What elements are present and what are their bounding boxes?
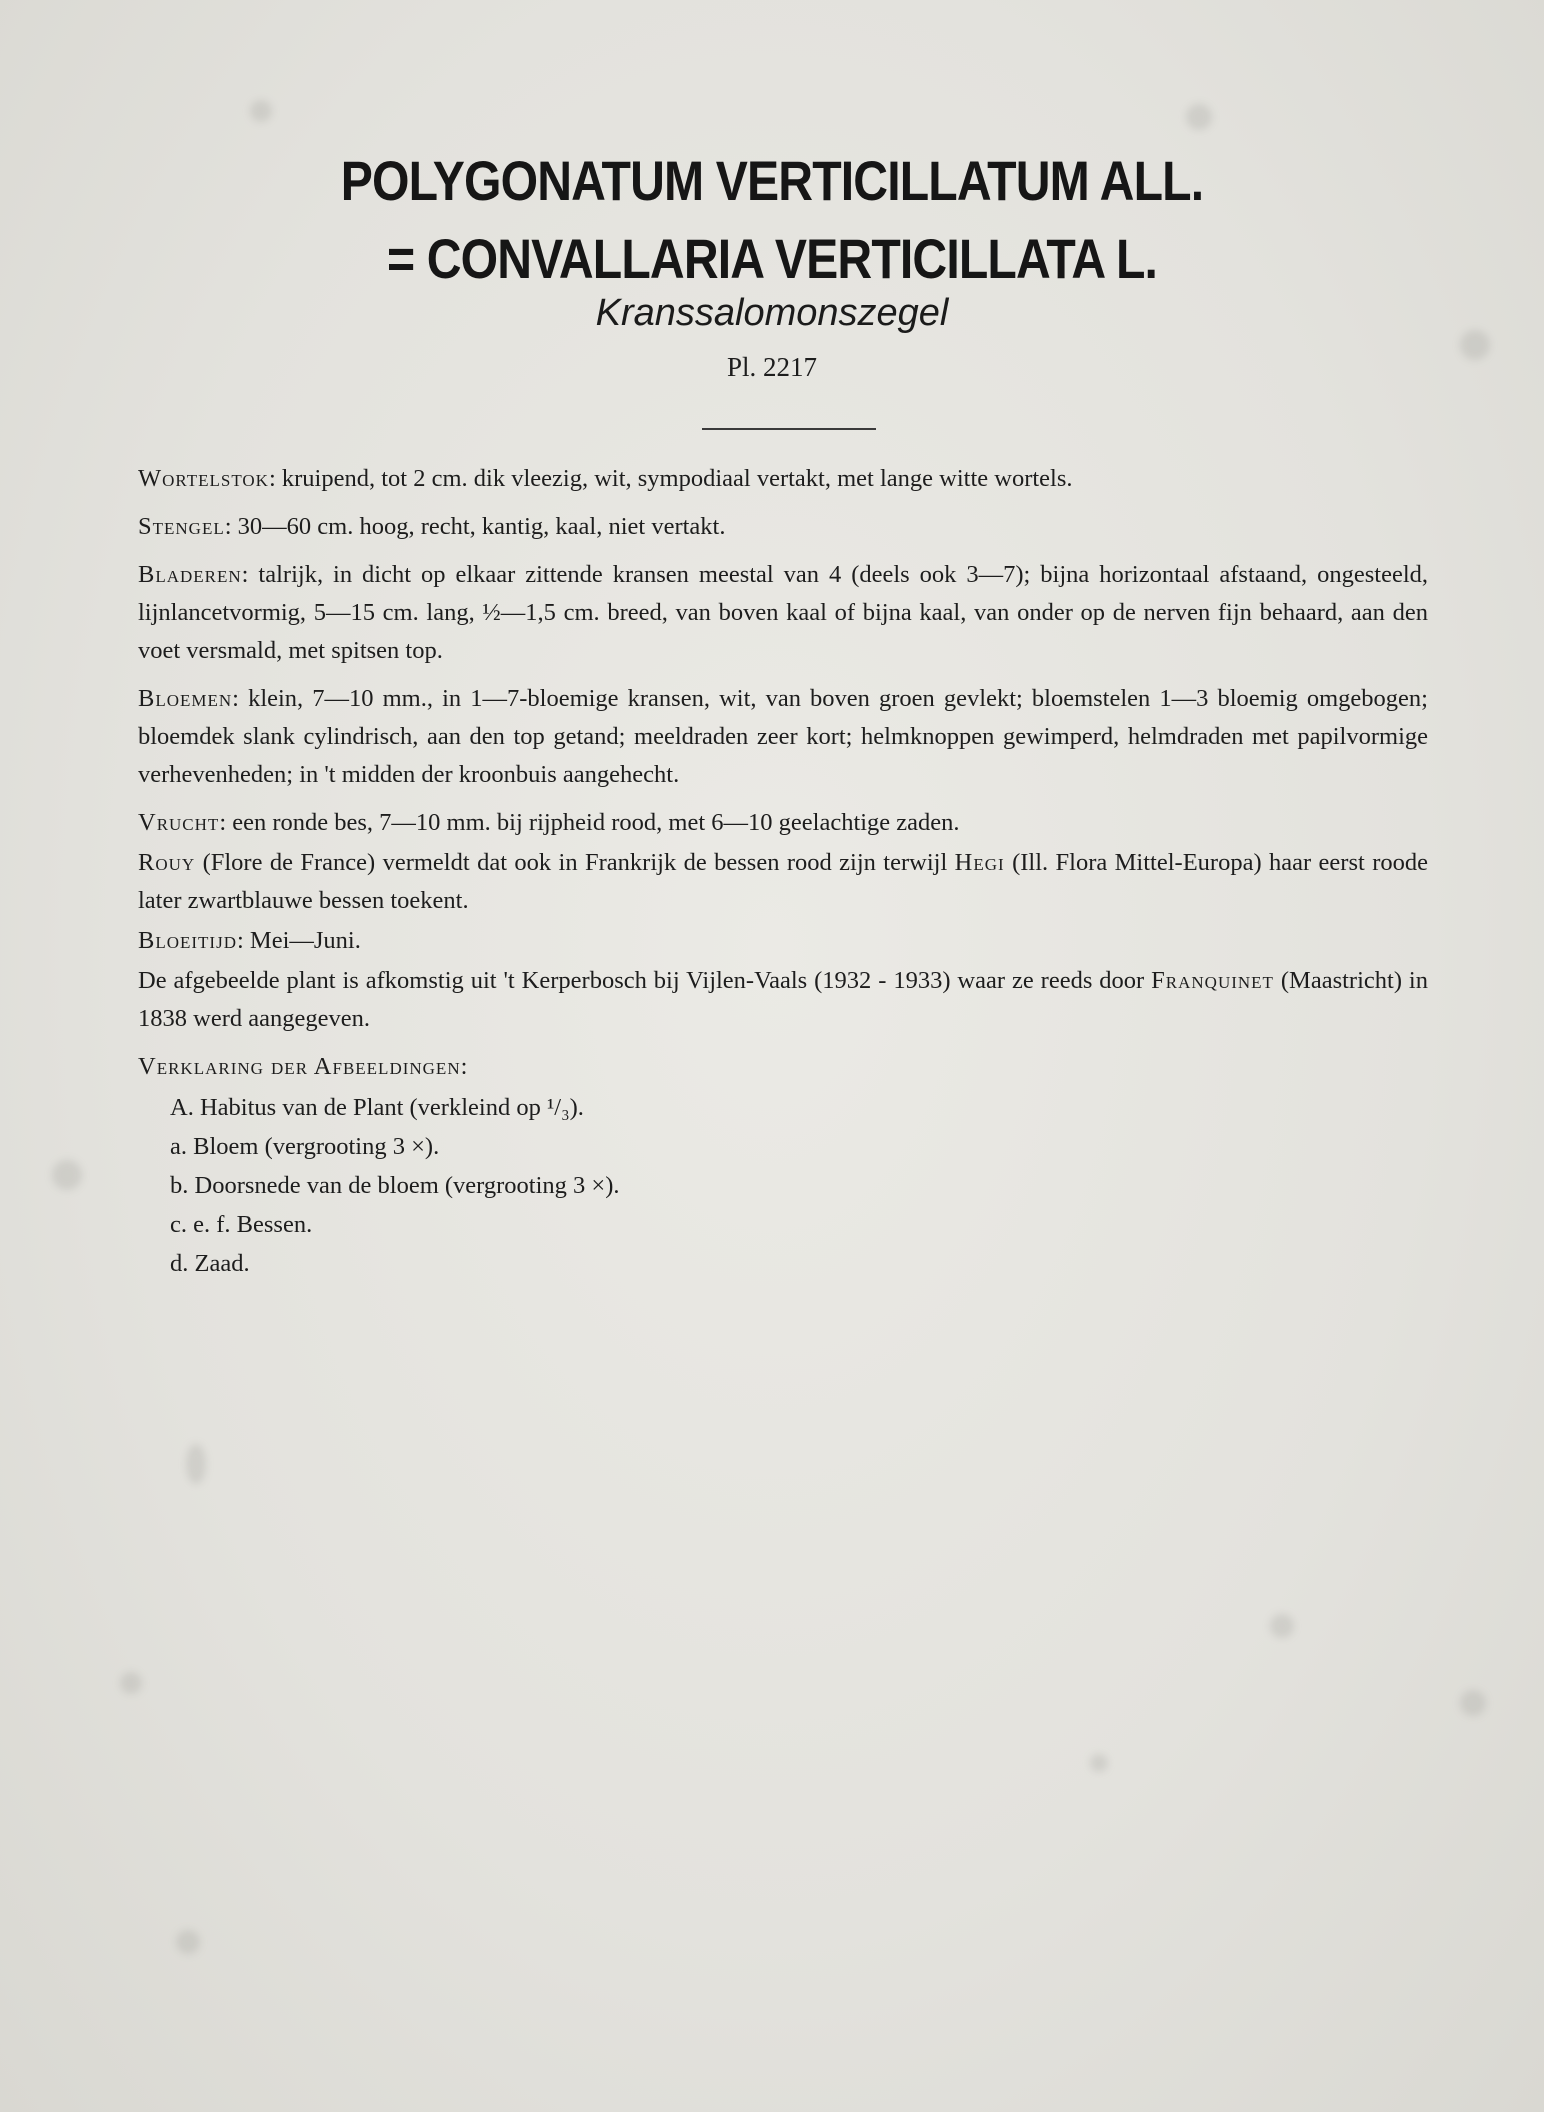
paragraph-wortelstok: [138, 460, 1428, 498]
paragraph-rouy: [138, 844, 1428, 920]
label-bloemen: Bloemen: [138, 685, 233, 712]
text-rouy-1: (Flore de France) vermeldt dat ook in Frankrijk de bessen rood zijn terwijl: [195, 849, 955, 876]
text-bloemen: : klein, 7—10 mm., in 1—7-bloemige kransen, wit, van boven groen gevlekt; bloemstelen 1—3 bloemig omgebogen; bloemdek slank cylindrisch, aan den top getand; meeldraden zeer kort; helmknoppen gewimperd, helmdraden met papilvormige verhevenheden; in 't midden der kroonbuis aangehecht.: [138, 685, 1428, 788]
paper-speck: [186, 1444, 206, 1484]
text-herkomst-2: (Maastricht) in 1838 werd aangegeven.: [138, 967, 1428, 1032]
name-franquinet: Franquinet: [1151, 967, 1274, 994]
text-rouy-2: (Ill. Flora Mittel-Europa) haar eerst roode later zwartblauwe bessen toekent.: [138, 849, 1428, 914]
text-herkomst-1: De afgebeelde plant is afkomstig uit 't Kerperbosch bij Vijlen-Vaals (1932 - 1933) waar ze reeds door: [138, 967, 1152, 994]
text-vrucht: : een ronde bes, 7—10 mm. bij rijpheid rood, met 6—10 geelachtige zaden.: [219, 809, 960, 836]
paper-speck: [52, 1160, 82, 1190]
list-item: b. Doorsnede van de bloem (vergrooting 3 ×).: [170, 1172, 620, 1199]
divider-rule: [702, 428, 876, 430]
label-verklaring: Verklaring der Afbeeldingen: [138, 1053, 461, 1080]
paragraph-vrucht: [138, 804, 1428, 842]
paragraph-bladeren: [138, 556, 1428, 670]
description-body: [138, 460, 1428, 1283]
paragraph-bloemen: [138, 680, 1428, 794]
name-hegi: Hegi: [954, 849, 1005, 876]
paragraph-bloeitijd: [138, 922, 1428, 960]
title-line-2: = CONVALLARIA VERTICILLATA L.: [386, 227, 1158, 290]
paragraph-stengel: [138, 508, 1428, 546]
label-vrucht: Vrucht: [138, 809, 220, 836]
paper-speck: [250, 100, 272, 122]
list-item: a. Bloem (vergrooting 3 ×).: [170, 1133, 440, 1160]
label-bloeitijd: Bloeitijd: [138, 927, 237, 954]
label-wortelstok: Wortelstok: [138, 465, 269, 492]
paper-speck: [1090, 1754, 1108, 1772]
paper-speck: [1186, 104, 1212, 130]
common-name: Kranssalomonszegel: [595, 292, 949, 334]
paragraph-verklaring-heading: [138, 1048, 1428, 1086]
paper-speck: [1270, 1614, 1294, 1638]
figure-explanation-list: [138, 1088, 1428, 1283]
text-wortelstok: : kruipend, tot 2 cm. dik vleezig, wit, sympodiaal vertakt, met lange witte wortels.: [268, 465, 1073, 492]
title-line-1: POLYGONATUM VERTICILLATUM ALL.: [340, 149, 1204, 212]
text-stengel: : 30—60 cm. hoog, recht, kantig, kaal, niet vertakt.: [224, 513, 726, 540]
list-item: c. e. f. Bessen.: [170, 1211, 313, 1238]
text-bladeren: : talrijk, in dicht op elkaar zittende kransen meestal van 4 (deels ook 3—7); bijna horizontaal afstaand, ongesteeld, lijnlancetvormig, 5—15 cm. lang, ½—1,5 cm. breed, van boven kaal of bijna kaal, van onder op de nerven fijn behaard, aan den voet versmald, met spitsen top.: [138, 561, 1428, 664]
paper-speck: [120, 1672, 142, 1694]
name-rouy: Rouy: [138, 849, 196, 876]
paragraph-herkomst: [138, 962, 1428, 1038]
label-bladeren: Bladeren: [138, 561, 242, 588]
label-stengel: Stengel: [138, 513, 225, 540]
list-item: d. Zaad.: [170, 1250, 250, 1277]
paper-speck: [1460, 1690, 1486, 1716]
paper-speck: [176, 1930, 200, 1954]
list-item: A. Habitus van de Plant (verkleind op ¹/₃).: [170, 1094, 584, 1121]
plate-number: Pl. 2217: [726, 352, 818, 382]
text-bloeitijd: : Mei—Juni.: [237, 927, 361, 954]
verklaring-colon: :: [460, 1053, 468, 1080]
